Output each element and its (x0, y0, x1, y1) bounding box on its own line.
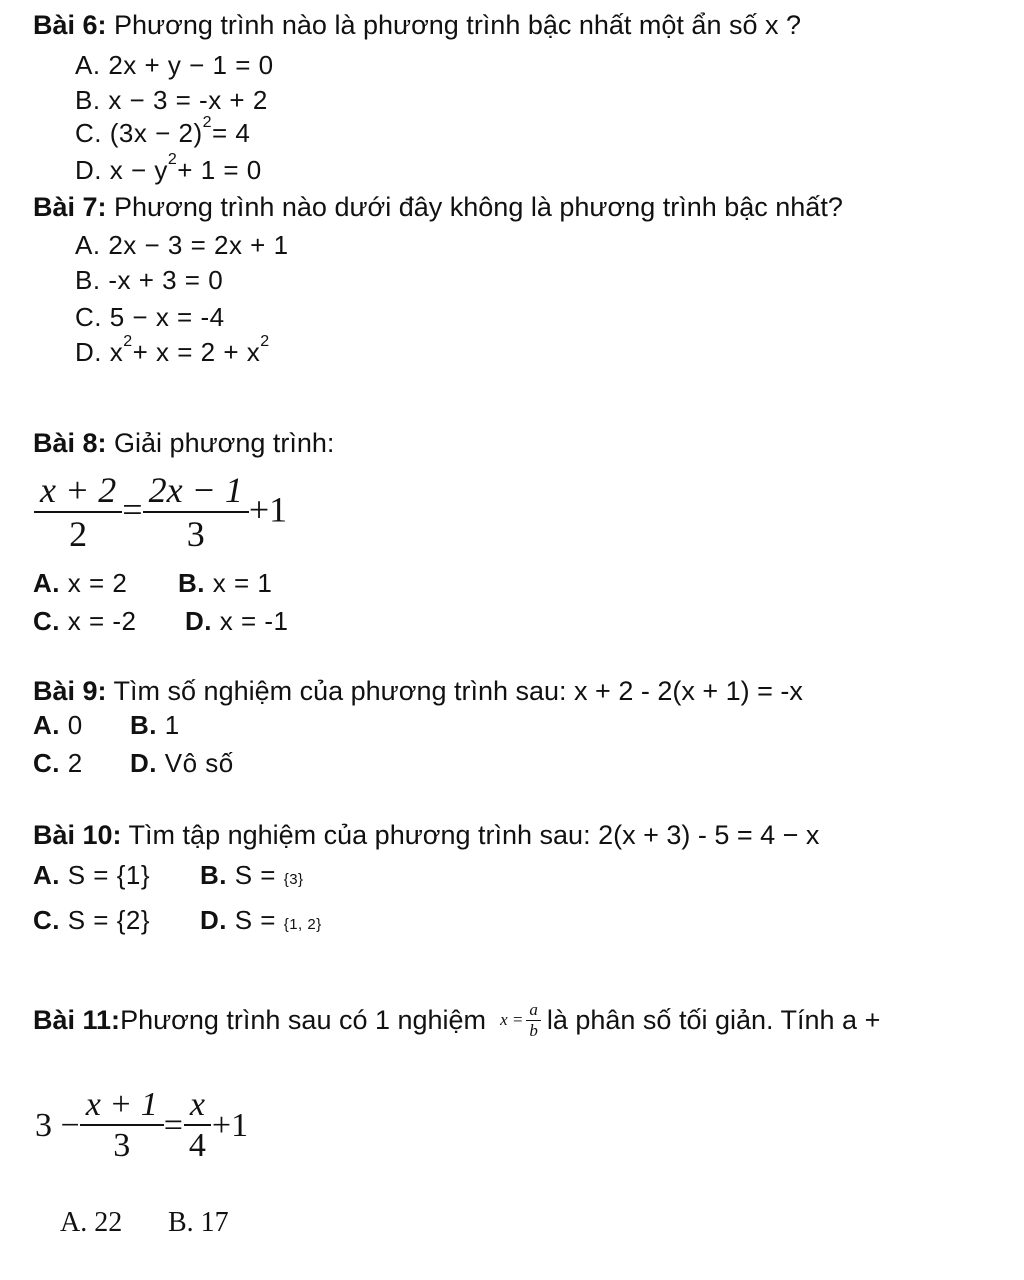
inline-fraction-x (500, 1000, 541, 1041)
question-7-text: Phương trình nào dưới đây không là phương trình bậc nhất? (106, 192, 843, 222)
option-text: = 4 (212, 118, 251, 148)
q7-option-a (75, 230, 289, 261)
option-text: x (109, 337, 124, 367)
option-letter: A. (75, 50, 101, 80)
option-letter: C. (33, 905, 60, 935)
option-text: Vô số (157, 748, 234, 778)
fraction (80, 1085, 164, 1167)
option-text: (3x − 2) (109, 118, 203, 148)
option-letter: A. (33, 710, 60, 740)
option-letter: D. (75, 337, 102, 367)
exponent: 2 (202, 114, 213, 131)
option-text: 1 (157, 710, 180, 740)
numerator: a (526, 1000, 541, 1021)
option-text: + 1 = 0 (177, 155, 262, 185)
q7-option-c (75, 302, 225, 333)
option-text: 2 (60, 748, 83, 778)
option-letter: C. (75, 118, 102, 148)
q8-equation (34, 470, 287, 557)
question-6-label: Bài 6: (33, 10, 107, 40)
denominator: b (529, 1020, 538, 1040)
question-6-heading (33, 10, 801, 41)
question-8-label: Bài 8: (33, 428, 107, 458)
option-letter: D. (130, 748, 157, 778)
exponent: 2 (123, 333, 133, 350)
x-equals: x = (500, 1010, 524, 1030)
denominator: 2 (69, 514, 88, 555)
q10-option-a (33, 860, 150, 891)
option-text: S = {1} (60, 860, 151, 890)
q8-option-d (185, 606, 288, 637)
option-text: x − y (109, 155, 168, 185)
denominator: 3 (186, 514, 205, 555)
option-letter: B. (200, 860, 227, 890)
q6-option-b (75, 85, 268, 116)
option-text: 5 − x = -4 (109, 302, 225, 332)
option-letter: C. (75, 302, 102, 332)
exponent: 2 (260, 333, 270, 350)
fraction (143, 470, 249, 557)
q9-option-b (130, 710, 180, 741)
q9-option-c (33, 748, 83, 779)
exponent: 2 (167, 151, 178, 168)
option-text: x = 2 (60, 568, 128, 598)
question-11-heading (33, 1000, 880, 1041)
option-text: 2x + y − 1 = 0 (108, 50, 274, 80)
option-text: x = -2 (60, 606, 137, 636)
option-letter: D. (200, 905, 227, 935)
question-10-text: Tìm tập nghiệm của phương trình sau: 2(x + 3) - 5 = 4 − x (121, 820, 820, 850)
plus-one: +1 (248, 489, 288, 530)
question-11-text: Phương trình sau có 1 nghiệm (120, 1004, 487, 1035)
q9-option-d (130, 748, 234, 779)
option-letter: D. (185, 606, 212, 636)
question-9-text: Tìm số nghiệm của phương trình sau: x + 2 - 2(x + 1) = -x (106, 676, 803, 706)
option-letter: A. (33, 568, 60, 598)
question-10-label: Bài 10: (33, 820, 122, 850)
option-text: x = -1 (212, 606, 289, 636)
option-letter: C. (33, 748, 60, 778)
option-text: x − 3 = -x + 2 (108, 85, 268, 115)
solution-set: {1, 2} (283, 916, 322, 933)
q6-option-a (75, 50, 274, 81)
q8-option-c (33, 606, 136, 637)
q6-option-c (75, 114, 251, 149)
question-10-heading (33, 820, 819, 851)
question-11-text-cont: là phân số tối giản. Tính a + (546, 1004, 881, 1035)
option-text: + x = 2 + x (132, 337, 261, 367)
q11-option-a: A. 22 (60, 1207, 123, 1238)
fraction (526, 1000, 541, 1041)
option-letter: A. (33, 860, 60, 890)
q7-option-b (75, 265, 223, 296)
numerator: 2x − 1 (143, 470, 249, 513)
denominator: 4 (188, 1127, 206, 1165)
q11-option-b: B. 17 (168, 1207, 229, 1238)
equals-sign: = (122, 489, 143, 530)
numerator: x (184, 1085, 211, 1126)
q9-option-a (33, 710, 83, 741)
plus-one: +1 (211, 1106, 249, 1144)
option-text: 0 (60, 710, 83, 740)
q6-option-d (75, 151, 262, 186)
question-11-label: Bài 11: (33, 1004, 121, 1035)
q10-option-d (200, 905, 322, 936)
option-text: 2x − 3 = 2x + 1 (108, 230, 289, 260)
fraction (183, 1085, 212, 1167)
option-text: S = (227, 860, 284, 890)
option-text: x = 1 (205, 568, 273, 598)
numerator: x + 2 (34, 470, 122, 513)
option-letter: B. (178, 568, 205, 598)
fraction (34, 470, 122, 557)
equals-sign: = (163, 1106, 183, 1144)
q10-option-b (200, 860, 304, 891)
denominator: 3 (113, 1127, 131, 1165)
question-9-heading (33, 676, 803, 707)
lhs-term: 3 − (35, 1106, 80, 1144)
option-letter: D. (75, 155, 102, 185)
option-letter: A. (75, 230, 101, 260)
question-6-text: Phương trình nào là phương trình bậc nhất một ẩn số x ? (106, 10, 802, 40)
solution-set: {3} (283, 871, 304, 888)
option-text: S = (227, 905, 284, 935)
q8-option-a (33, 568, 127, 599)
option-text: S = {2} (60, 905, 151, 935)
option-letter: C. (33, 606, 60, 636)
question-8-text: Giải phương trình: (106, 428, 335, 458)
q10-option-c (33, 905, 150, 936)
option-letter: B. (75, 265, 101, 295)
option-text: -x + 3 = 0 (108, 265, 224, 295)
numerator: x + 1 (80, 1085, 164, 1126)
question-8-heading (33, 428, 334, 459)
q7-option-d (75, 333, 270, 368)
question-7-label: Bài 7: (33, 192, 107, 222)
question-7-heading (33, 192, 843, 223)
option-letter: B. (130, 710, 157, 740)
option-letter: B. (75, 85, 101, 115)
question-9-label: Bài 9: (33, 676, 107, 706)
q8-option-b (178, 568, 272, 599)
q11-equation (35, 1085, 248, 1167)
